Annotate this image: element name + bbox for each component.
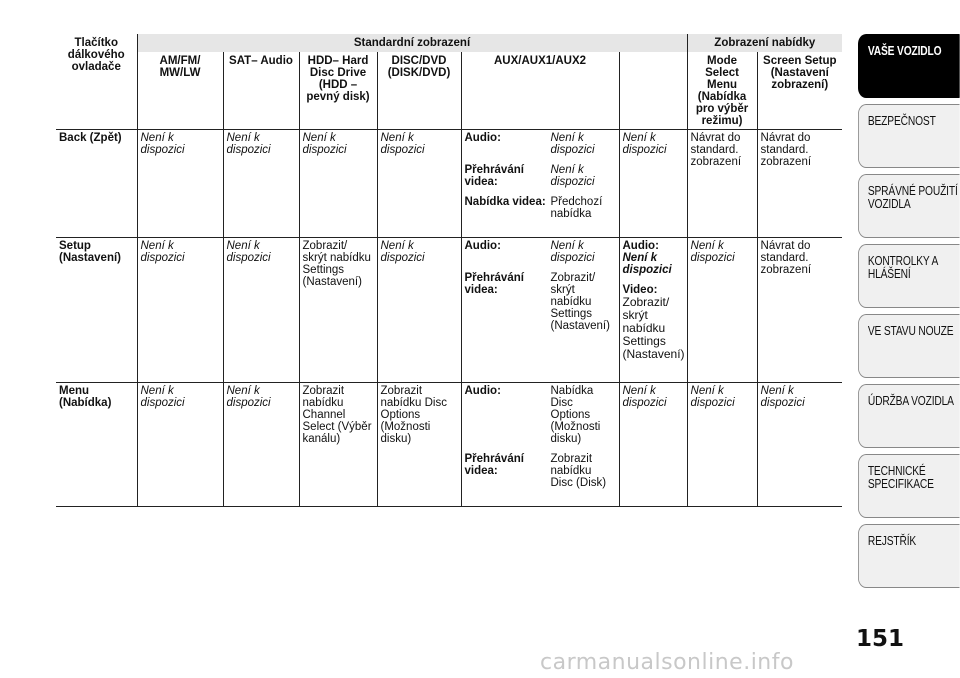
chapter-tabs [858,34,960,594]
col-aux: AUX/AUX1/AUX2 [461,52,619,130]
back-amfm: Není k dispozici [137,130,223,238]
header-standard: Standardní zobrazení [137,34,687,52]
setup-aux-audio-label: Audio: [464,240,501,252]
back-aux-menu-value: Předchozí nabídka [550,196,603,220]
tab-rejstrik[interactable]: REJSTŘÍK [858,524,960,588]
menu-aux-audio-value: Nabídka Disc Options (Možnosti disku) [550,385,601,445]
menu-aux-audio-label: Audio: [464,385,501,397]
menu-mode: Není k dispozici [687,383,757,507]
tab-technicke-specifikace[interactable]: TECHNICKÉ SPECIFIKACE [858,454,960,518]
tab-spravne-pouziti[interactable]: SPRÁVNÉ POUŽITÍ VOZIDLA [858,174,960,238]
setup-extra-video-value: Zobrazit/ skrýt nabídku Settings (Nastavení) [622,295,685,361]
back-aux-menu-label: Nabídka videa: [464,196,546,208]
setup-extra-audio-value: Není k dispozici [622,252,672,276]
menu-aux [461,383,619,507]
col-screen: Screen Setup (Nastavení zobrazení) [757,52,842,130]
watermark: carmanualsonline.info [540,650,794,675]
menu-screen: Není k dispozici [757,383,842,507]
back-screen: Návrat do standard. zobrazení [757,130,842,238]
setup-aux [461,238,619,383]
setup-aux-video-label: Přehrávání videa: [464,272,524,296]
setup-mode: Není k dispozici [687,238,757,383]
back-aux-extra: Není k dispozici [619,130,687,238]
menu-hdd: Zobrazit nabídku Channel Select (Výběr kanálu) [299,383,377,507]
tab-bezpecnost[interactable]: BEZPEČNOST [858,104,960,168]
col-aux-extra [619,52,687,130]
row-label-menu: Menu (Nabídka) [56,383,137,507]
tab-udrzba[interactable]: ÚDRŽBA VOZIDLA [858,384,960,448]
remote-control-table [56,34,842,507]
setup-aux-audio-value: Není k dispozici [550,240,595,264]
setup-screen: Návrat do standard. zobrazení [757,238,842,383]
row-label-setup: Setup (Nastavení) [56,238,137,383]
back-disc: Není k dispozici [377,130,461,238]
col-disc: DISC/DVD (DISK/DVD) [377,52,461,130]
menu-aux-video-label: Přehrávání videa: [464,453,524,477]
tab-kontrolky[interactable]: KONTROLKY A HLÁŠENÍ [858,244,960,308]
setup-aux-video-value: Zobrazit/ skrýt nabídku Settings (Nastavení) [550,272,610,332]
back-hdd: Není k dispozici [299,130,377,238]
menu-aux-video-value: Zobrazit nabídku Disc (Disk) [550,453,607,489]
setup-extra-video-label: Video: [622,284,658,296]
row-label-back: Back (Zpět) [56,130,137,238]
menu-sat: Není k dispozici [223,383,299,507]
back-aux-audio-label: Audio: [464,132,501,144]
back-aux-video-value: Není k dispozici [550,164,595,188]
setup-aux-extra [619,238,687,383]
back-aux [461,130,619,238]
setup-disc: Není k dispozici [377,238,461,383]
setup-hdd: Zobrazit/ skrýt nabídku Settings (Nastavení) [299,238,377,383]
menu-aux-extra: Není k dispozici [619,383,687,507]
col-sat: SAT– Audio [223,52,299,130]
menu-disc: Zobrazit nabídku Disc Options (Možnosti disku) [377,383,461,507]
back-sat: Není k dispozici [223,130,299,238]
tab-ve-stavu-nouze[interactable]: VE STAVU NOUZE [858,314,960,378]
back-aux-video-label: Přehrávání videa: [464,164,524,188]
col-hdd: HDD– Hard Disc Drive (HDD – pevný disk) [299,52,377,130]
setup-extra-audio-label: Audio: [622,240,659,252]
page-number: 151 [856,626,905,652]
col-amfm: AM/FM/ MW/LW [137,52,223,130]
header-menu-view: Zobrazení nabídky [687,34,842,52]
menu-amfm: Není k dispozici [137,383,223,507]
back-mode: Návrat do standard. zobrazení [687,130,757,238]
setup-amfm: Není k dispozici [137,238,223,383]
setup-sat: Není k dispozici [223,238,299,383]
header-button-col: Tlačítko dálkového ovladače [56,34,137,130]
col-mode: Mode Select Menu (Nabídka pro výběr režimu) [687,52,757,130]
tab-vase-vozidlo[interactable]: VAŠE VOZIDLO [858,34,960,98]
back-aux-audio-value: Není k dispozici [550,132,595,156]
